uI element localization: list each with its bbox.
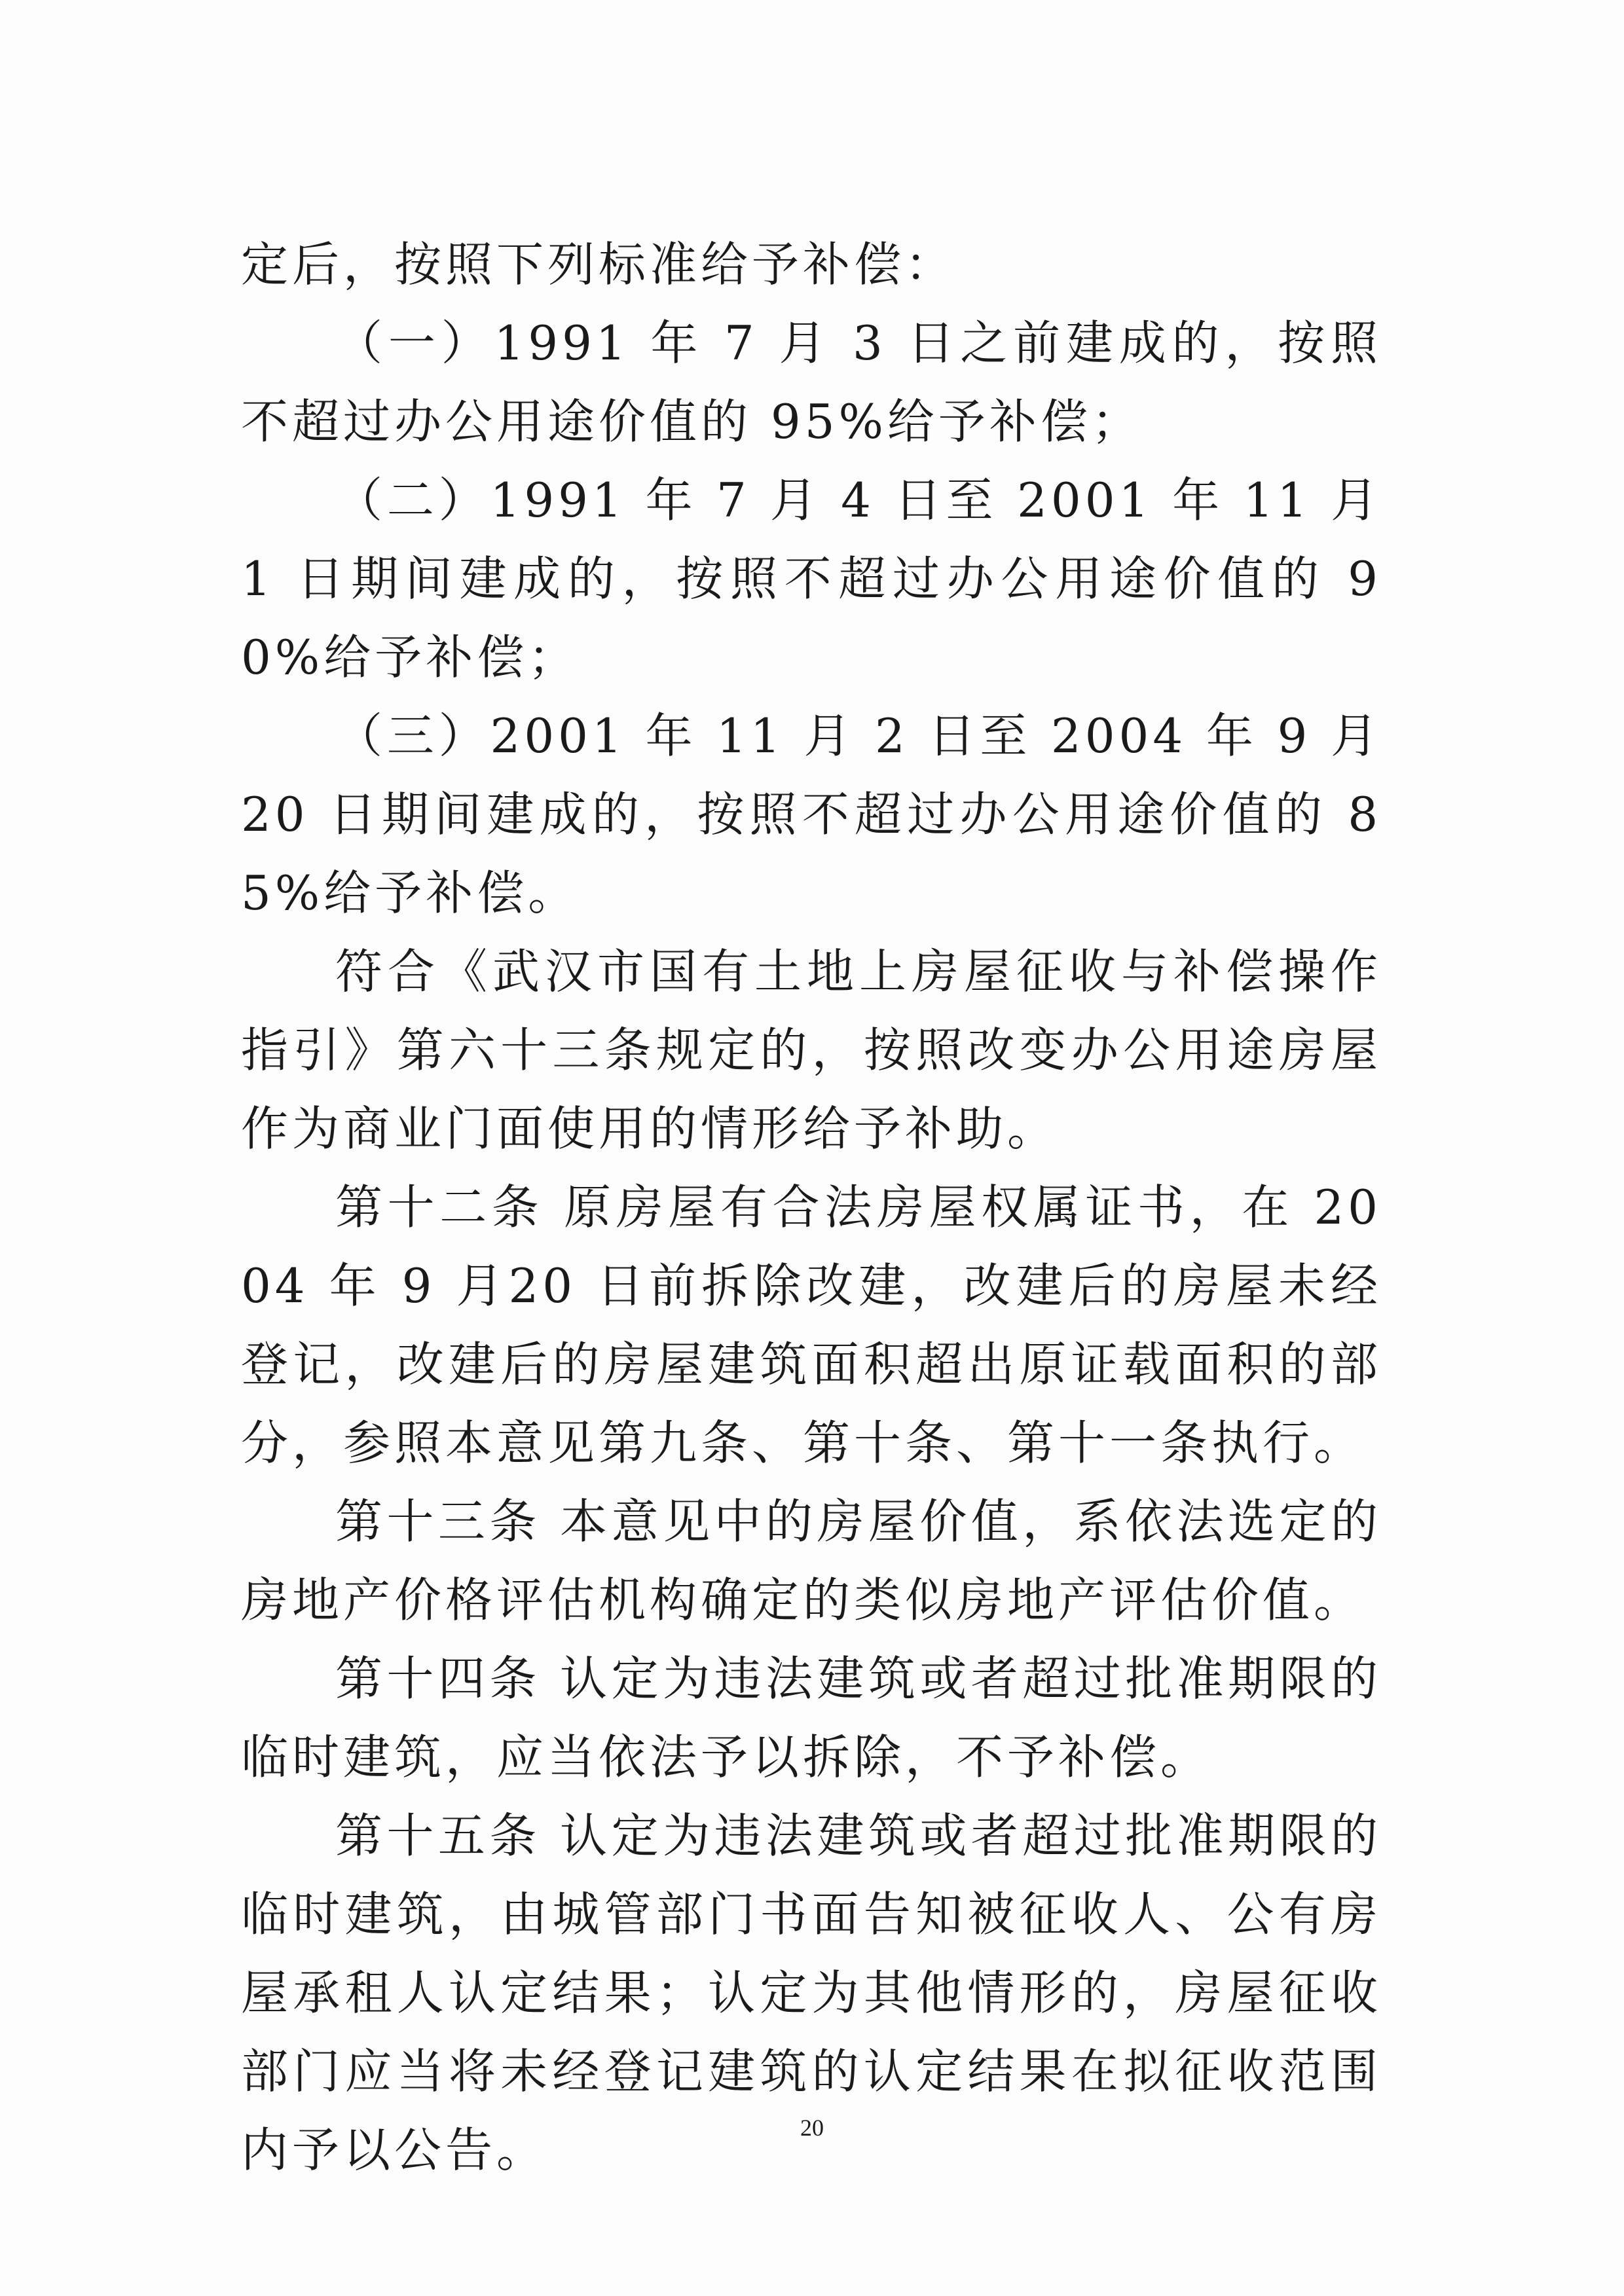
paragraph-guideline-reference: 符合《武汉市国有土地上房屋征收与补偿操作指引》第六十三条规定的，按照改变办公用途房屋作为商业门面使用的情形给予补助。 (241, 944, 1382, 1156)
paragraph-item-2: （二）1991 年 7 月 4 日至 2001 年 11 月 1 日期间建成的，按照不超过办公用途价值的 90%给予补偿； (241, 473, 1382, 685)
page-number: 20 (800, 2115, 824, 2141)
article-14: 第十四条 认定为违法建筑或者超过批准期限的临时建筑，应当依法予以拆除，不予补偿。 (241, 1651, 1382, 1785)
article-12: 第十二条 原房屋有合法房屋权属证书，在 2004 年 9 月20 日前拆除改建，改建后的房屋未经登记，改建后的房屋建筑面积超出原证载面积的部分，参照本意见第九条、第十条、第十一条执行。 (241, 1180, 1382, 1470)
paragraph-item-3: （三）2001 年 11 月 2 日至 2004 年 9 月 20 日期间建成的，按照不超过办公用途价值的 85%给予补偿。 (241, 708, 1382, 920)
body-text (241, 225, 1382, 2189)
article-13: 第十三条 本意见中的房屋价值，系依法选定的房地产价格评估机构确定的类似房地产评估价值。 (241, 1494, 1382, 1628)
paragraph-item-1: （一）1991 年 7 月 3 日之前建成的，按照不超过办公用途价值的 95%给予补偿； (241, 316, 1382, 449)
article-15: 第十五条 认定为违法建筑或者超过批准期限的临时建筑，由城管部门书面告知被征收人、公有房屋承租人认定结果；认定为其他情形的，房屋征收部门应当将未经登记建筑的认定结果在拟征收范围内予以公告。 (241, 1808, 1382, 2178)
paragraph-continuation: 定后，按照下列标准给予补偿： (241, 237, 957, 292)
